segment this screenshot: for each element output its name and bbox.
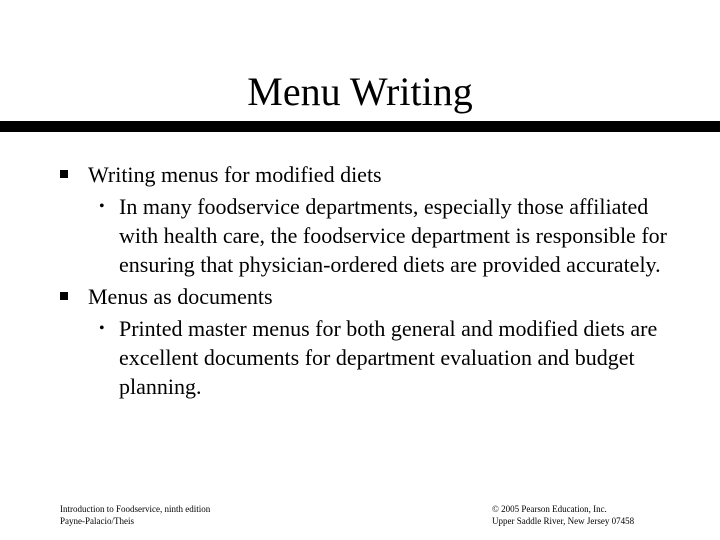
sub-bullet-text: Printed master menus for both general and modified diets are excellent documents for department evaluation and budget planning. xyxy=(119,316,658,399)
footer-book-title: Introduction to Foodservice, ninth edition xyxy=(60,504,211,514)
footer-copyright xyxy=(492,503,634,527)
footer-copyright-line: © 2005 Pearson Education, Inc. xyxy=(492,504,607,514)
footer-publisher-address: Upper Saddle River, New Jersey 07458 xyxy=(492,516,635,526)
bullet-text: Menus as documents xyxy=(88,284,273,309)
dot-bullet-icon: • xyxy=(99,198,105,215)
footer-authors: Payne-Palacio/Theis xyxy=(60,516,134,526)
bullet-text: Writing menus for modified diets xyxy=(88,162,382,187)
sub-bullet-item xyxy=(60,192,680,279)
sub-bullet-text: In many foodservice departments, especially those affiliated with health care, the foodservice department is responsible for ensuring that physician-ordered diets are provided accurately. xyxy=(119,194,667,277)
footer-citation xyxy=(60,503,210,527)
slide-content xyxy=(60,160,680,404)
square-bullet-icon xyxy=(60,170,68,178)
title-divider xyxy=(0,121,720,132)
square-bullet-icon xyxy=(60,292,68,300)
sub-bullet-item xyxy=(60,314,680,401)
slide-title: Menu Writing xyxy=(247,69,473,114)
dot-bullet-icon: • xyxy=(99,320,105,337)
bullet-item xyxy=(60,282,680,311)
bullet-item xyxy=(60,160,680,189)
